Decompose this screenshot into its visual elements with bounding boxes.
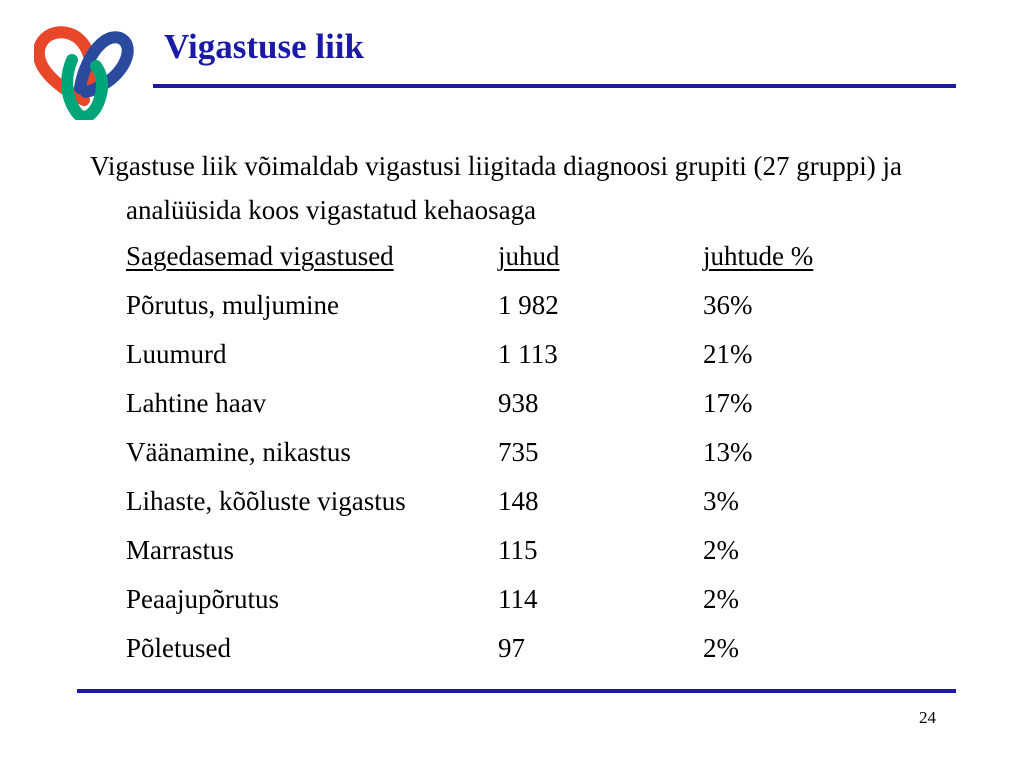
case-percent: 13%: [703, 437, 753, 467]
footer-divider: [77, 689, 956, 693]
case-percent: 2%: [703, 535, 739, 565]
case-count: 148: [498, 486, 539, 516]
header-injury-type: Sagedasemad vigastused: [126, 241, 394, 271]
table-row: [126, 330, 853, 379]
case-count: 735: [498, 437, 539, 467]
title-divider: [153, 84, 956, 88]
injury-name: Luumurd: [126, 339, 227, 369]
table-row: [126, 575, 853, 624]
table-row: [126, 624, 853, 673]
case-count: 1 982: [498, 290, 559, 320]
case-count: 114: [498, 584, 538, 614]
injury-name: Väänamine, nikastus: [126, 437, 351, 467]
injury-name: Peaajupõrutus: [126, 584, 279, 614]
table-row: [126, 477, 853, 526]
case-count: 115: [498, 535, 538, 565]
case-count: 97: [498, 633, 525, 663]
table-row: [126, 379, 853, 428]
page-number: 24: [919, 708, 936, 727]
case-percent: 17%: [703, 388, 753, 418]
header-cases-percent: juhtude %: [703, 241, 814, 271]
injury-name: Põletused: [126, 633, 231, 663]
table-row: [126, 526, 853, 575]
case-percent: 2%: [703, 633, 739, 663]
injury-name: Põrutus, muljumine: [126, 290, 340, 320]
case-percent: 36%: [703, 290, 753, 320]
case-percent: 3%: [703, 486, 739, 516]
case-count: 1 113: [498, 339, 558, 369]
table-row: [126, 281, 853, 330]
injury-name: Lihaste, kõõluste vigastus: [126, 486, 406, 516]
page-title: Vigastuse liik: [164, 27, 364, 66]
header-cases: juhud: [498, 241, 560, 271]
intro-paragraph: Vigastuse liik võimaldab vigastusi liigitada diagnoosi grupiti (27 gruppi) ja analüüsida koos vigastatud kehaosaga: [90, 151, 903, 225]
logo-icon: [34, 26, 134, 120]
injury-table: [126, 232, 853, 673]
case-count: 938: [498, 388, 539, 418]
case-percent: 21%: [703, 339, 753, 369]
table-header-row: [126, 232, 853, 281]
case-percent: 2%: [703, 584, 739, 614]
injury-name: Marrastus: [126, 535, 234, 565]
table-row: [126, 428, 853, 477]
injury-name: Lahtine haav: [126, 388, 267, 418]
